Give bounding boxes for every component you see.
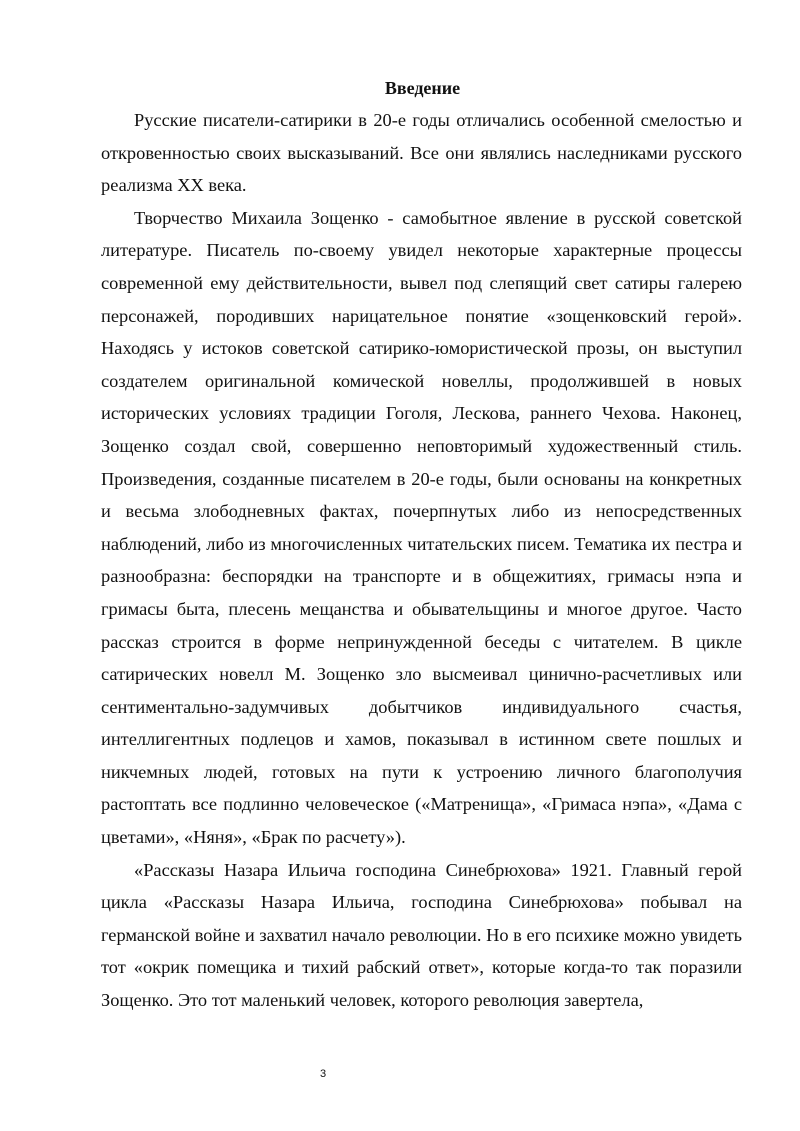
section-title: Введение <box>384 78 461 98</box>
paragraph-2: Творчество Михаила Зощенко - самобытное явление в русской советской литературе. Писатель по-своему увидел некоторые характерные процессы современной ему действительности, вывел под слепящий свет сатиры галерею персонажей, породивших нарицательное понятие «зощенковский герой». Находясь у истоков советской сатирико-юмористической прозы, он выступил создателем оригинальной комической новеллы, продолжившей в новых исторических условиях традиции Гоголя, Лескова, раннего Чехова. Наконец, Зощенко создал свой, совершенно неповторимый художественный стиль. Произведения, созданные писателем в 20-е годы, были основаны на конкретных и весьма злободневных фактах, почерпнутых либо из непосредственных наблюдений, либо из многочисленных читательских писем. Тематика их пестра и разнообразна: беспорядки на транспорте и в общежитиях, гримасы нэпа и гримасы быта, плесень мещанства и обывательщины и многое другое. Часто рассказ строится в форме непринужденной беседы с читателем. В цикле сатирических новелл М. Зощенко зло высмеивал цинично-расчетливых или сентиментально-задумчивых добытчиков индивидуального счастья, интеллигентных подлецов и хамов, показывал в истинном свете пошлых и никчемных людей, готовых на пути к устроению личного благополучия растоптать все подлинно человеческое («Матренища», «Гримаса нэпа», «Дама с цветами», «Няня», «Брак по расчету»). <box>101 207 742 848</box>
page-number: 3 <box>319 1068 327 1080</box>
paragraph-3: «Рассказы Назара Ильича господина Синебрюхова» 1921. Главный герой цикла «Рассказы Назара Ильича, господина Синебрюхова» побывал на германской войне и захватил начало революции. Но в его психике можно увидеть тот «окрик помещика и тихий рабский ответ», которые когда-то так поразили Зощенко. Это тот маленький человек, которого революция завертела, <box>101 859 742 1011</box>
paragraph-1: Русские писатели-сатирики в 20-е годы отличались особенной смелостью и откровенностью своих высказываний. Все они являлись наследниками русского реализма XX века. <box>101 110 742 196</box>
body-text <box>101 104 742 1017</box>
